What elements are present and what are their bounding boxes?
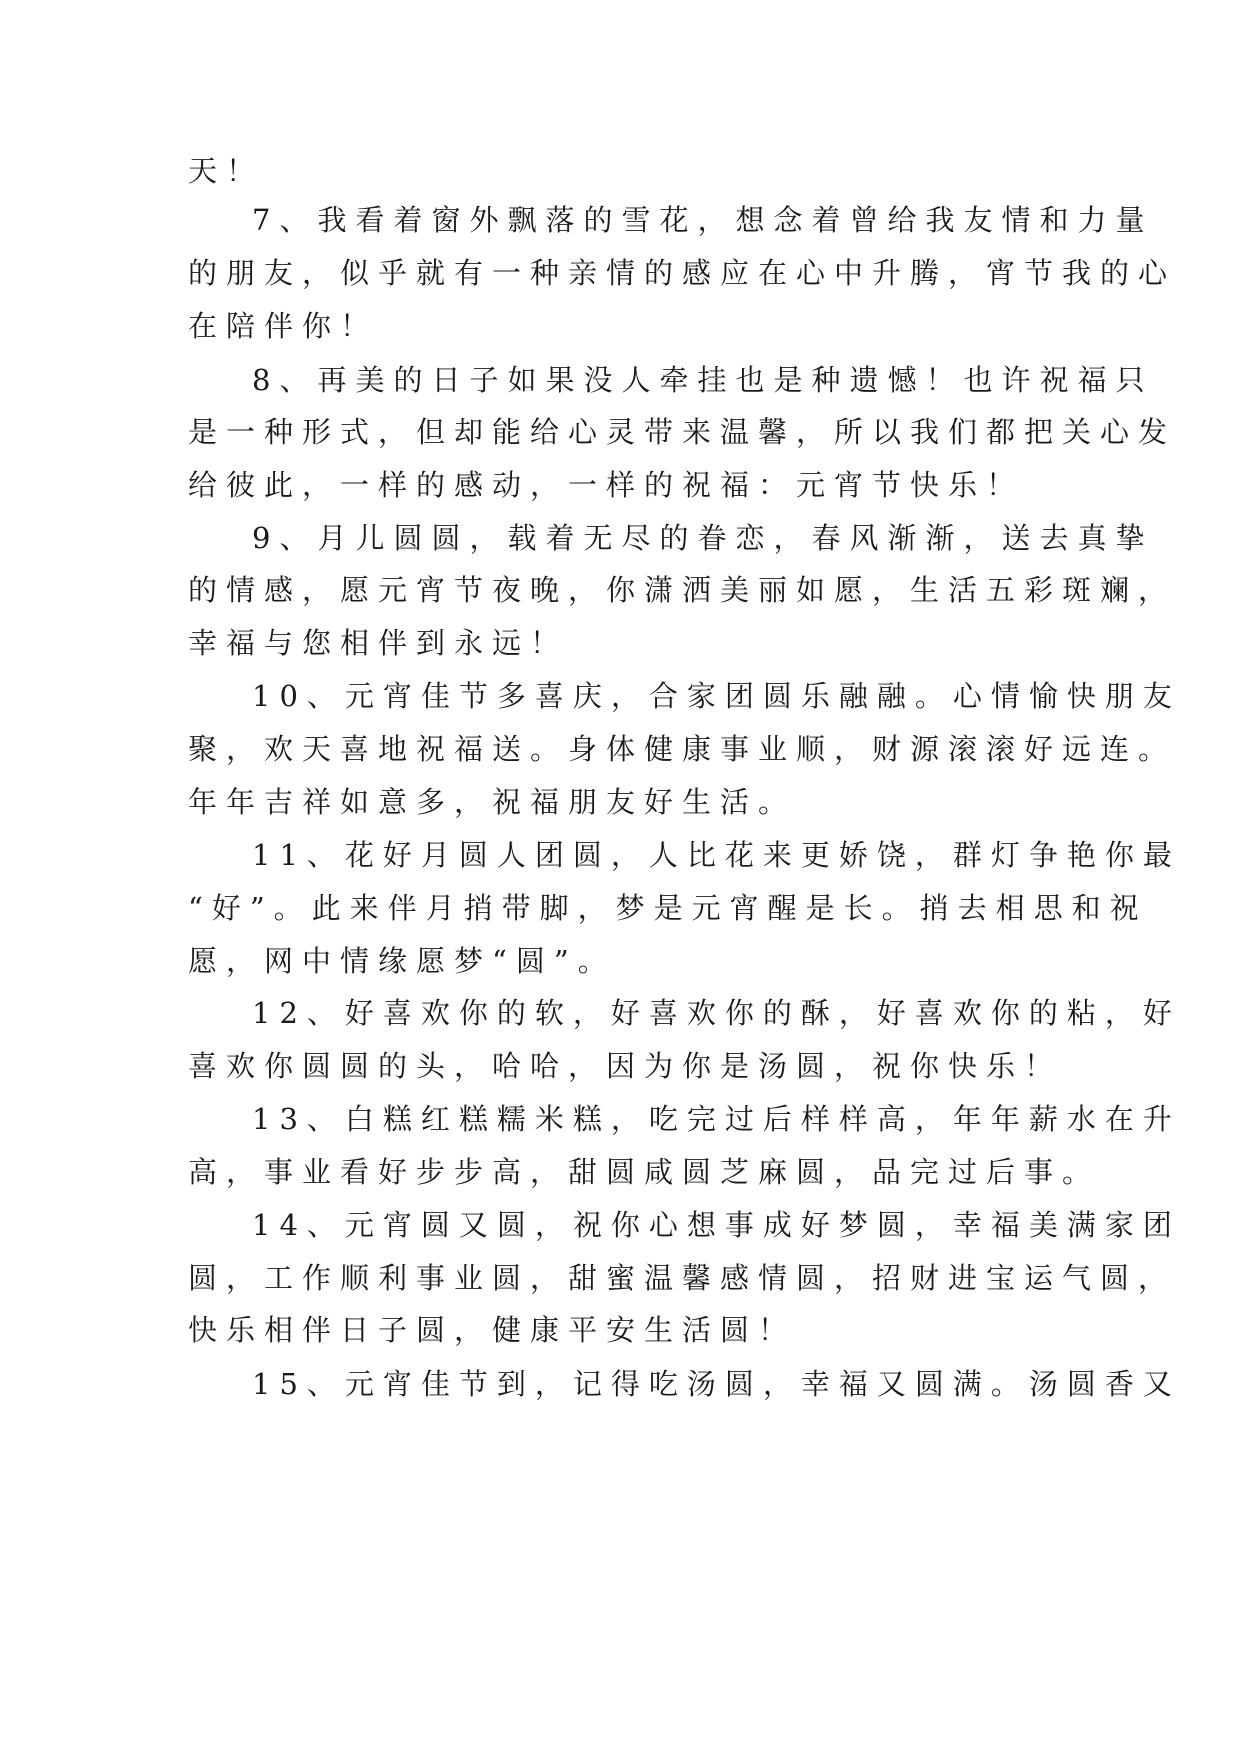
paragraph-10-line-2: 聚，欢天喜地祝福送。身体健康事业顺，财源滚滚好远连。: [188, 732, 1177, 766]
paragraph-9-line-2: 的情感，愿元宵节夜晚，你潇洒美丽如愿，生活五彩斑斓，: [188, 573, 1177, 607]
paragraph-11-line-2: “好”。此来伴月捎带脚，梦是元宵醒是长。捎去相思和祝: [188, 891, 1148, 925]
paragraph-8-line-1: 8、再美的日子如果没人牵挂也是种遗憾！也许祝福只: [252, 363, 1154, 397]
paragraph-12-line-2: 喜欢你圆圆的头，哈哈，因为你是汤圆，祝你快乐！: [188, 1049, 1063, 1083]
paragraph-7-line-2: 的朋友，似乎就有一种亲情的感应在心中升腾，宵节我的心: [188, 256, 1177, 290]
paragraph-10-line-1: 10、元宵佳节多喜庆，合家团圆乐融融。心情愉快朋友: [252, 679, 1181, 713]
paragraph-11-line-1: 11、花好月圆人团圆，人比花来更娇饶，群灯争艳你最: [252, 838, 1181, 872]
paragraph-12-line-1: 12、好喜欢你的软，好喜欢你的酥，好喜欢你的粘，好: [252, 996, 1181, 1030]
paragraph-7-line-1: 7、我看着窗外飘落的雪花，想念着曾给我友情和力量: [252, 203, 1154, 237]
paragraph-7-line-3: 在陪伴你！: [188, 309, 379, 343]
paragraph-14-line-3: 快乐相伴日子圆，健康平安生活圆！: [188, 1313, 797, 1347]
paragraph-8-line-3: 给彼此，一样的感动，一样的祝福：元宵节快乐！: [188, 468, 1025, 502]
paragraph-14-line-1: 14、元宵圆又圆，祝你心想事成好梦圆，幸福美满家团: [252, 1208, 1181, 1242]
paragraph-11-line-3: 愿，网中情缘愿梦“圆”。: [188, 944, 616, 978]
paragraph-13-line-1: 13、白糕红糕糯米糕，吃完过后样样高，年年薪水在升: [252, 1102, 1181, 1136]
text-line: 天！: [188, 154, 265, 188]
paragraph-9-line-3: 幸福与您相伴到永远！: [188, 626, 569, 660]
paragraph-13-line-2: 高，事业看好步步高，甜圆咸圆芝麻圆，品完过后事。: [188, 1155, 1101, 1189]
paragraph-14-line-2: 圆，工作顺利事业圆，甜蜜温馨感情圆，招财进宝运气圆，: [188, 1261, 1177, 1295]
paragraph-10-line-3: 年年吉祥如意多，祝福朋友好生活。: [188, 785, 797, 819]
paragraph-9-line-1: 9、月儿圆圆，载着无尽的眷恋，春风渐渐，送去真挚: [252, 521, 1154, 555]
paragraph-15-line-1: 15、元宵佳节到，记得吃汤圆，幸福又圆满。汤圆香又: [252, 1367, 1181, 1401]
paragraph-8-line-2: 是一种形式，但却能给心灵带来温馨，所以我们都把关心发: [188, 415, 1177, 449]
